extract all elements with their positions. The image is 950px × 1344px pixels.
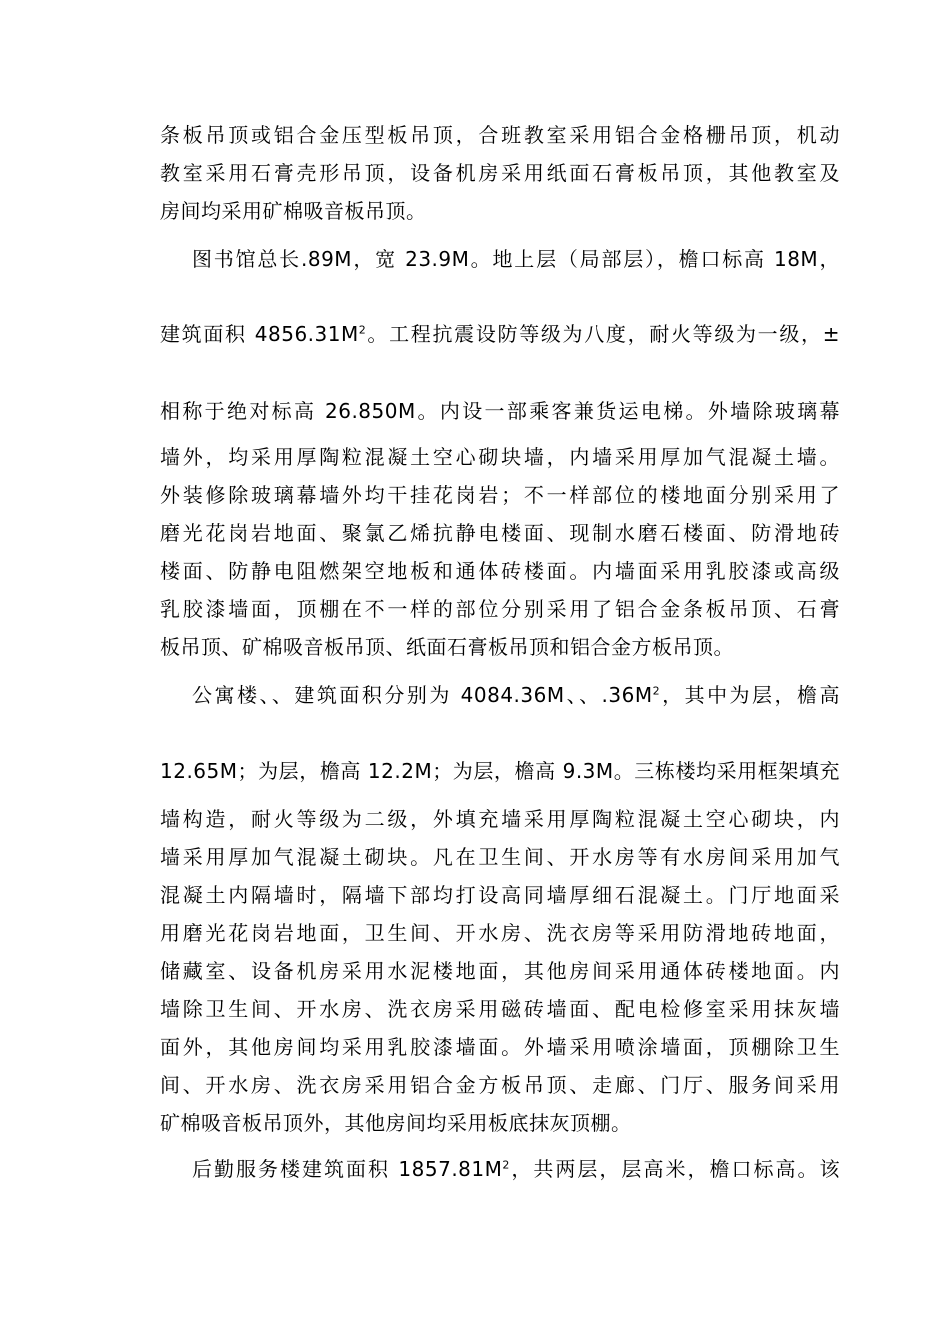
text-line: 条板吊顶或铝合金压型板吊顶，合班教室采用铝合金格栅吊顶，机动 — [160, 123, 840, 147]
text-line: 乳胶漆墙面，顶棚在不一样的部位分别采用了铝合金条板吊顶、石膏 — [160, 597, 840, 621]
text-line — [192, 681, 840, 709]
text-line — [160, 320, 840, 348]
text-line: 用磨光花岗岩地面，卫生间、开水房、洗衣房等采用防滑地砖地面， — [160, 921, 840, 945]
text-span: ，共两层，层高米，檐口标高。该 — [509, 1157, 840, 1181]
text-line: 墙构造，耐火等级为二级，外填充墙采用厚陶粒混凝土空心砌块，内 — [160, 807, 840, 831]
text-span: 后勤服务楼建筑面积 1857.81M — [192, 1157, 503, 1181]
text-line: 面外，其他房间均采用乳胶漆墙面。外墙采用喷涂墙面，顶棚除卫生 — [160, 1035, 840, 1059]
text-line: 图书馆总长.89M，宽 23.9M。地上层（局部层），檐口标高 18M， — [192, 247, 840, 271]
text-span: 建筑面积 4856.31M — [160, 322, 359, 346]
text-line: 墙外，均采用厚陶粒混凝土空心砌块墙，内墙采用厚加气混凝土墙。 — [160, 445, 840, 469]
text-line: 间、开水房、洗衣房采用铝合金方板吊顶、走廊、门厅、服务间采用 — [160, 1073, 840, 1097]
text-span: ，其中为层，檐高 — [660, 683, 840, 707]
text-line: 12.65M；为层，檐高 12.2M；为层，檐高 9.3M。三栋楼均采用框架填充 — [160, 759, 840, 783]
superscript: 2 — [652, 684, 661, 698]
text-span: 公寓楼、、建筑面积分别为 4084.36M、、.36M — [192, 683, 653, 707]
text-line — [192, 1155, 840, 1183]
superscript: 2 — [358, 323, 367, 337]
text-line: 板吊顶、矿棉吸音板吊顶、纸面石膏板吊顶和铝合金方板吊顶。 — [160, 635, 734, 659]
text-line: 外装修除玻璃幕墙外均干挂花岗岩；不一样部位的楼地面分别采用了 — [160, 483, 840, 507]
text-line: 墙除卫生间、开水房、洗衣房采用磁砖墙面、配电检修室采用抹灰墙 — [160, 997, 840, 1021]
text-line: 墙采用厚加气混凝土砌块。凡在卫生间、开水房等有水房间采用加气 — [160, 845, 840, 869]
text-span: 。工程抗震设防等级为八度，耐火等级为一级，± — [366, 322, 840, 346]
superscript: 2 — [502, 1158, 510, 1172]
text-line: 矿棉吸音板吊顶外，其他房间均采用板底抹灰顶棚。 — [160, 1111, 632, 1135]
text-line: 楼面、防静电阻燃架空地板和通体砖楼面。内墙面采用乳胶漆或高级 — [160, 559, 840, 583]
text-line: 房间均采用矿棉吸音板吊顶。 — [160, 199, 427, 223]
text-line: 相称于绝对标高 26.850M。内设一部乘客兼货运电梯。外墙除玻璃幕 — [160, 399, 840, 423]
text-line: 教室采用石膏壳形吊顶，设备机房采用纸面石膏板吊顶，其他教室及 — [160, 161, 840, 185]
text-line: 储藏室、设备机房采用水泥楼地面，其他房间采用通体砖楼地面。内 — [160, 959, 840, 983]
text-line: 混凝土内隔墙时，隔墙下部均打设高同墙厚细石混凝土。门厅地面采 — [160, 883, 840, 907]
text-line: 磨光花岗岩地面、聚氯乙烯抗静电楼面、现制水磨石楼面、防滑地砖 — [160, 521, 840, 545]
